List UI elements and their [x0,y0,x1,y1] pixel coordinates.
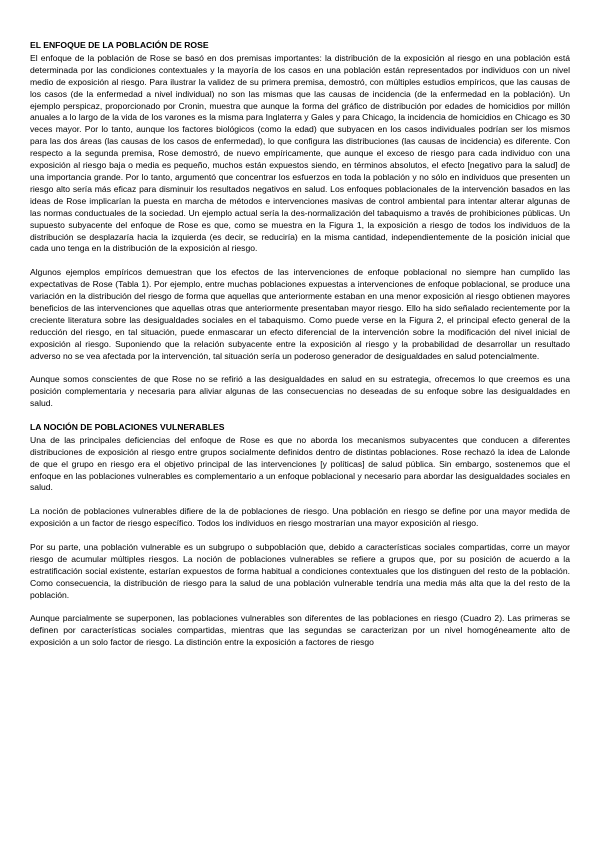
document-page [30,40,570,661]
paragraph: Una de las principales deficiencias del enfoque de Rose es que no aborda los mecanismos subyacentes que conducen a diferentes distribuciones de exposición al riesgo entre grupos socialmente definidos dentro de distintas poblaciones. Rose rechazó la idea de Lalonde de que el grupo en riesgo era el objetivo principal de las intervenciones [y políticas] de salud pública. Sin embargo, sostenemos que el enfoque en las poblaciones vulnerables es complementario a un enfoque poblacional y necesario para abordar las desigualdades sociales en salud. [30,434,570,493]
section-heading-vulnerable-populations: LA NOCIÓN DE POBLACIONES VULNERABLES [30,421,225,432]
paragraph: Algunos ejemplos empíricos demuestran que los efectos de las intervenciones de enfoque poblacional no siempre han cumplido las expectativas de Rose (Tabla 1). Por ejemplo, entre muchas poblaciones expuestas a intervenciones de enfoque poblacional, se produce una variación en la distribución del riesgo de forma que aquellas que anteriormente estaban en una menor exposición al riesgo obtienen mayores beneficios de las intervenciones que aquellas otras que anteriormente presentaban mayor riesgo. Ello ha sido señalado recientemente por la creciente literatura sobre las desigualdades sociales en el tabaquismo. Como puede verse en la Figura 2, el principal efecto general de la reducción del riesgo, en tal situación, puede enmascarar un efecto diferencial de la intervención sobre la modificación del nivel inicial de exposición al riesgo. Suponiendo que la relación subyacente entre la exposición al riesgo y la probabilidad de desarrollar un resultado adverso no se vea afectada por la intervención, tal situación sería un poderoso generador de desigualdades en salud potencialmente. [30,267,570,361]
section-heading-rose-approach: EL ENFOQUE DE LA POBLACIÓN DE ROSE [30,40,209,50]
paragraph: Aunque somos conscientes de que Rose no se refirió a las desigualdades en salud en su estrategia, ofrecemos lo que creemos es una posición complementaria y necesaria para aliviar algunas de las consecuencias no deseadas de su enfoque sobre las desigualdades en salud. [30,374,570,409]
paragraph: Aunque parcialmente se superponen, las poblaciones vulnerables son diferentes de las poblaciones en riesgo (Cuadro 2). Las primeras se definen por características sociales compartidas, mientras que las segundas se caracterizan por un nivel homogéneamente alto de exposición a un solo factor de riesgo. La distinción entre la exposición a factores de riesgo [30,613,570,648]
paragraph: La noción de poblaciones vulnerables difiere de la de poblaciones de riesgo. Una población en riesgo se define por una mayor medida de exposición a un factor de riesgo específico. Todos los individuos en riesgo mostrarían una mayor exposición al riesgo. [30,506,570,529]
paragraph: El enfoque de la población de Rose se basó en dos premisas importantes: la distribución de la exposición al riesgo en una población está determinada por las condiciones contextuales y la mayoría de los casos en una población están representados por individuos con un nivel medio de exposición al riesgo. Para ilustrar la validez de su primera premisa, demostró, con múltiples estudios empíricos, que las causas de los casos (de la enfermedad a nivel individual) no son las mismas que las causas de incidencia (de la enfermedad en la población). Un ejemplo perspicaz, proporcionado por Cronin, muestra que aunque la forma del gráfico de distribución por edades de homicidios por millón anuales a lo largo de la vida de los varones es la misma para Inglaterra y Gales y para Chicago, la incidencia de homicidios en Chicago es 30 veces mayor. Por lo tanto, aunque los factores biológicos (como la edad) que subyacen en los casos individuales podrían ser los mismos para las dos áreas (las causas de los casos de enfermedad), lo que configura las distribuciones (las causas de incidencia) es diferente. Con respecto a la segunda premisa, Rose demostró, de nuevo empíricamente, que aunque el exceso de riesgo para cada individuo con una exposición al riesgo baja o media es pequeño, muchos están expuestos siendo, en términos absolutos, el efecto [negativo para la salud] de una importancia grande. Por lo tanto, argumentó que concentrar los esfuerzos en toda la población y no sólo en individuos que presenten un riesgo alto sería más eficaz para disminuir los resultados negativos en salud. Los enfoques poblacionales de la intervención basados en las ideas de Rose implicarían la puesta en marcha de métodos e intervenciones masivas de control ambiental para intentar alterar algunas de las normas conductuales de la sociedad. Un ejemplo actual sería la des-normalización del tabaquismo a través de prohibiciones públicas. Un supuesto subyacente del enfoque de Rose es que, como se muestra en la Figura 1, la exposición a riesgo de todos los individuos de la distribución se desplazaría hacia la izquierda (es decir, se reduciría) en la misma cantidad, independientemente de la posición inicial que cada uno tenga en la distribución de la exposición al riesgo. [30,52,570,254]
paragraph: Por su parte, una población vulnerable es un subgrupo o subpoblación que, debido a características sociales compartidas, corre un mayor riesgo de acumular múltiples riesgos. La noción de poblaciones vulnerables se refiere a grupos que, por su posición de acuerdo a la estratificación social existente, estarían expuestos de forma habitual a condiciones contextuales que los distinguen del resto de la población. Como consecuencia, la distribución de riesgo para la salud de una población vulnerable tendría una media más alta que la del resto de la población. [30,541,570,600]
